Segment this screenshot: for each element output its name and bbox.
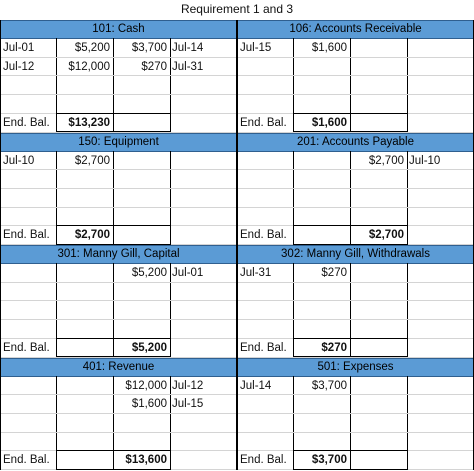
credit-amount: $3,700	[131, 42, 167, 54]
balance-box	[350, 113, 408, 133]
account-title: 101: Cash	[1, 20, 236, 39]
ending-debit-balance: $13,230	[68, 116, 110, 129]
debit-amount: $270	[321, 267, 347, 279]
balance-box	[293, 225, 351, 245]
credit-amount: $2,700	[368, 154, 404, 167]
balance-box	[56, 338, 114, 358]
credit-date: Jul-12	[172, 379, 204, 392]
credit-date: Jul-01	[172, 267, 204, 279]
credit-date: Jul-14	[172, 42, 204, 54]
row-line	[1, 94, 236, 95]
debit-date: Jul-12	[3, 60, 35, 73]
row-line	[238, 319, 473, 320]
t-account-302-manny-gill-withdrawals	[237, 245, 474, 358]
balance-box	[350, 450, 408, 470]
t-account-101-cash	[0, 20, 237, 133]
ending-balance-label: End. Bal.	[3, 454, 50, 467]
ending-debit-balance: $1,600	[311, 116, 347, 129]
debit-date: Jul-01	[3, 42, 35, 54]
t-account-301-manny-gill-capital	[0, 245, 237, 358]
t-account-grid	[0, 20, 474, 471]
debit-date: Jul-15	[240, 42, 272, 54]
credit-amount: $12,000	[125, 379, 167, 392]
ending-balance-label: End. Bal.	[3, 229, 50, 242]
ending-credit-balance: $2,700	[368, 229, 404, 242]
ending-debit-balance: $270	[321, 341, 347, 354]
ending-credit-balance: $13,600	[125, 454, 167, 467]
ending-balance-label: End. Bal.	[3, 116, 50, 129]
credit-date: Jul-31	[172, 60, 204, 73]
debit-date: Jul-31	[240, 267, 272, 279]
ending-balance-label: End. Bal.	[240, 454, 287, 467]
debit-amount: $1,600	[311, 42, 347, 54]
account-title: 150: Equipment	[1, 133, 236, 152]
ending-balance-label: End. Bal.	[240, 229, 287, 242]
account-title: 401: Revenue	[1, 358, 236, 377]
row-line	[238, 188, 473, 189]
balance-box	[56, 450, 114, 470]
account-title: 302: Manny Gill, Withdrawals	[238, 245, 473, 264]
row-line	[238, 413, 473, 414]
credit-amount: $1,600	[131, 398, 167, 411]
row-line	[1, 188, 236, 189]
t-account-106-accounts-receivable	[237, 20, 474, 133]
account-title: 501: Expenses	[238, 358, 473, 377]
row-line	[1, 319, 236, 320]
row-line	[238, 75, 473, 76]
balance-box	[350, 338, 408, 358]
debit-amount: $3,700	[311, 379, 347, 392]
row-line	[238, 432, 473, 433]
account-title: 201: Accounts Payable	[238, 133, 473, 152]
credit-date: Jul-15	[172, 398, 204, 411]
page-title: Requirement 1 and 3	[180, 2, 294, 16]
t-account-501-expenses	[237, 358, 474, 471]
credit-date: Jul-10	[409, 154, 441, 167]
balance-box	[113, 113, 171, 133]
debit-date: Jul-14	[240, 379, 272, 392]
ending-balance-label: End. Bal.	[3, 341, 50, 354]
row-line	[1, 432, 236, 433]
credit-amount: $5,200	[131, 267, 167, 279]
t-account-150-equipment	[0, 133, 237, 246]
ending-balance-label: End. Bal.	[240, 116, 287, 129]
account-title: 301: Manny Gill, Capital	[1, 245, 236, 264]
debit-amount: $5,200	[74, 42, 110, 54]
row-line	[238, 94, 473, 95]
row-line	[1, 207, 236, 208]
row-line	[238, 300, 473, 301]
ending-balance-label: End. Bal.	[240, 341, 287, 354]
credit-amount: $270	[141, 60, 167, 73]
t-account-401-revenue	[0, 358, 237, 471]
account-title: 106: Accounts Receivable	[238, 20, 473, 39]
row-line	[1, 300, 236, 301]
balance-box	[113, 225, 171, 245]
debit-amount: $2,700	[74, 154, 110, 167]
row-line	[238, 207, 473, 208]
ending-credit-balance: $5,200	[131, 341, 167, 354]
debit-amount: $12,000	[68, 60, 110, 73]
ending-debit-balance: $2,700	[74, 229, 110, 242]
t-account-201-accounts-payable	[237, 133, 474, 246]
debit-date: Jul-10	[3, 154, 35, 167]
ending-debit-balance: $3,700	[311, 454, 347, 467]
